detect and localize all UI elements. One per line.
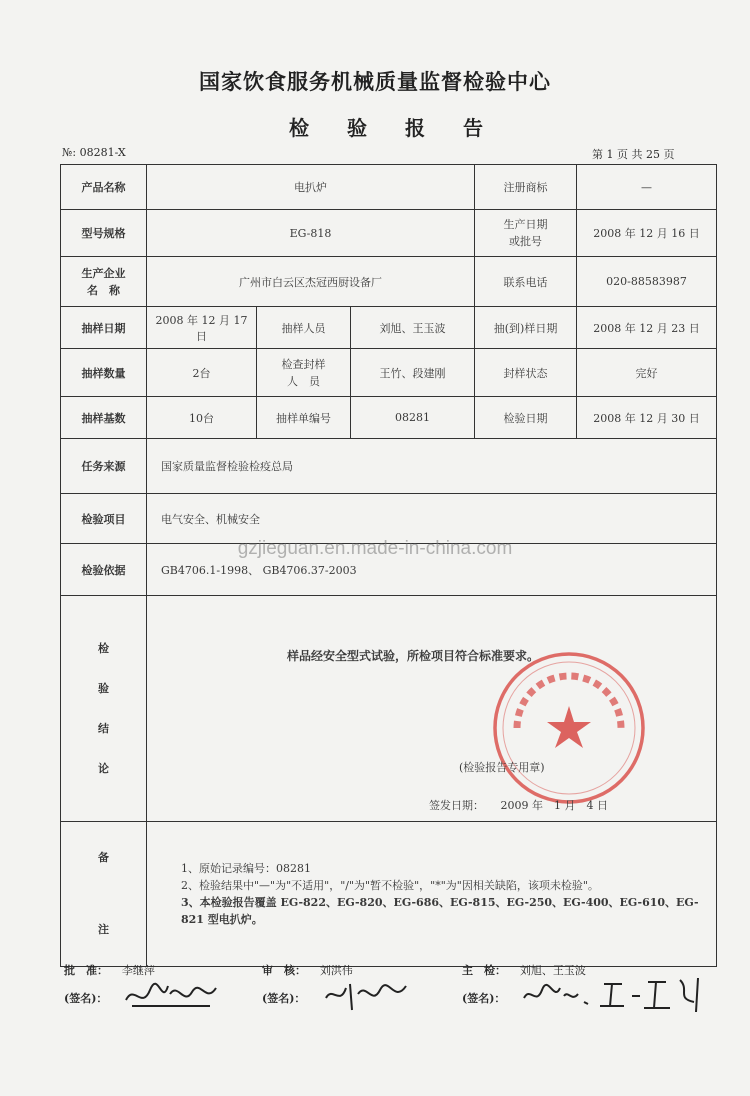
review-label: 审 核： (262, 964, 306, 977)
prod-date: 2008 年 12 月 16 日 (577, 210, 717, 257)
inspector-name: 刘旭、王玉波 (519, 964, 586, 977)
report-number: №: 08281-X (62, 146, 126, 159)
product-name: 电扒炉 (147, 165, 475, 210)
conclusion-label-char: 结 (98, 721, 109, 735)
items-label: 检验项目 (61, 494, 147, 544)
conclusion-cell (147, 596, 717, 822)
sampler-label: 抽样人员 (257, 307, 351, 349)
task-source: 国家质量监督检验检疫总局 (147, 439, 717, 494)
official-seal-stamp (489, 648, 649, 808)
conclusion-label-char: 验 (98, 681, 109, 695)
phone-label: 联系电话 (475, 257, 577, 307)
items: 电气安全、机械安全 (147, 494, 717, 544)
basis-label: 检验依据 (61, 544, 147, 596)
conclusion-statement: 样品经安全型式试验，所检项目符合标准要求。 (287, 649, 540, 663)
approver-signature (122, 976, 222, 1016)
watermark: gzjieguan.en.made-in-china.com (237, 538, 513, 559)
row-maker (61, 257, 717, 307)
conclusion-label (61, 596, 147, 822)
row-items (61, 494, 717, 544)
base-qty: 10台 (147, 397, 257, 439)
notes-label-text (63, 822, 144, 966)
row-quantity (61, 349, 717, 397)
review-name: 刘洪伟 (319, 964, 353, 977)
row-product (61, 165, 717, 210)
seal-status: 完好 (577, 349, 717, 397)
trademark: — (577, 165, 717, 210)
notes-label (61, 822, 147, 967)
reviewer-signature (322, 976, 412, 1016)
base-qty-label: 抽样基数 (61, 397, 147, 439)
row-base (61, 397, 717, 439)
review-sign-label: (签名)： (262, 992, 306, 1005)
inspect-date: 2008 年 12 月 30 日 (577, 397, 717, 439)
conclusion-label-char: 检 (98, 641, 109, 655)
product-name-label: 产品名称 (61, 165, 147, 210)
inspect-date-label: 检验日期 (475, 397, 577, 439)
sample-date: 2008 年 12 月 17 日 (147, 307, 257, 349)
inspector-sign-label: (签名)： (462, 992, 506, 1005)
task-source-label: 任务来源 (61, 439, 147, 494)
note-3: 3、本检验报告覆盖 EG-822、EG-820、EG-686、EG-815、EG-250、EG-400、EG-610、EG-821 型电扒炉。 (181, 896, 699, 926)
row-sampling (61, 307, 717, 349)
note-2: 2、检验结果中"—"为"不适用"，"/"为"暂不检验"，"*"为"因相关缺陷，该项未检验"。 (181, 879, 599, 892)
model-label: 型号规格 (61, 210, 147, 257)
seal-person: 王竹、段建刚 (351, 349, 475, 397)
maker: 广州市白云区杰冠西厨设备厂 (147, 257, 475, 307)
row-notes (61, 822, 717, 967)
report-title: 检验报告 (289, 116, 521, 140)
inspector-label: 主 检： (462, 964, 506, 977)
trademark-label: 注册商标 (475, 165, 577, 210)
approve-name: 李继萍 (121, 964, 155, 977)
sample-no: 08281 (351, 397, 475, 439)
inspector-signature (520, 972, 710, 1018)
seal-person-label: 检查封样 人 员 (257, 349, 351, 397)
basis: GB4706.1-1998、 GB4706.37-2003 (147, 544, 717, 596)
row-conclusion (61, 596, 717, 822)
maker-label: 生产企业 名 称 (61, 257, 147, 307)
page-count: 第 1 页 共 25 页 (592, 148, 675, 161)
org-title: 国家饮食服务机械质量监督检验中心 (199, 69, 551, 94)
conclusion-label-text (63, 629, 144, 789)
report-table (60, 164, 717, 967)
prod-date-label: 生产日期 或批号 (475, 210, 577, 257)
row-model (61, 210, 717, 257)
sampler: 刘旭、王玉波 (351, 307, 475, 349)
seal-status-label: 封样状态 (475, 349, 577, 397)
conclusion-label-char: 论 (98, 761, 109, 775)
note-1: 1、原始记录编号：08281 (181, 862, 311, 875)
sample-qty-label: 抽样数量 (61, 349, 147, 397)
issue-date: 签发日期： 2009 年 1 月 4 日 (429, 799, 608, 812)
stamp-caption: (检验报告专用章) (459, 761, 545, 774)
sample-no-label: 抽样单编号 (257, 397, 351, 439)
arrival-date-label: 抽(到)样日期 (475, 307, 577, 349)
arrival-date: 2008 年 12 月 23 日 (577, 307, 717, 349)
model: EG-818 (147, 210, 475, 257)
notes-cell (147, 822, 717, 967)
sample-qty: 2台 (147, 349, 257, 397)
sample-date-label: 抽样日期 (61, 307, 147, 349)
approve-label: 批 准： (64, 964, 108, 977)
phone: 020-88583987 (577, 257, 717, 307)
notes-label-char: 注 (98, 923, 109, 936)
notes-label-char: 备 (98, 851, 109, 864)
approve-sign-label: (签名)： (64, 992, 108, 1005)
row-task-source (61, 439, 717, 494)
